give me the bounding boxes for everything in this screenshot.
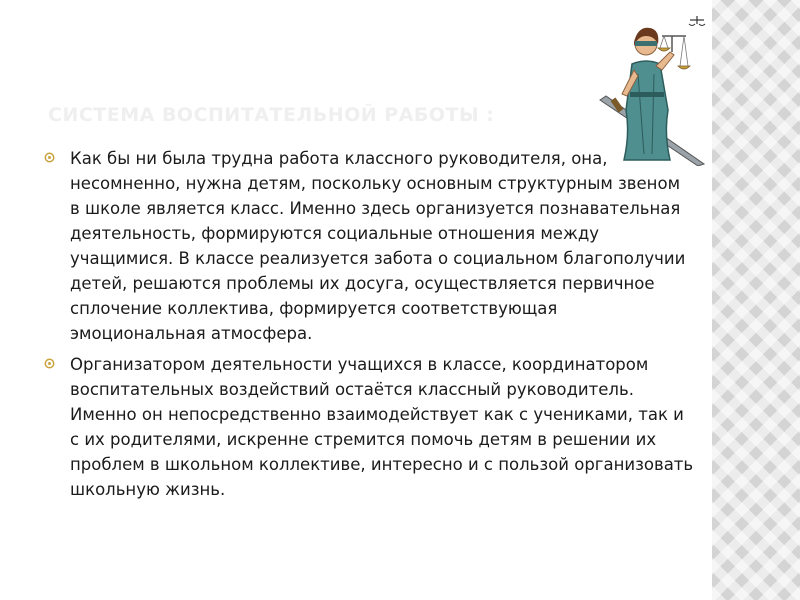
paragraph-text: Как бы ни была трудна работа классного руководителя, она, несомненно, нужна детям, поскольку основным структурным звеном в школе является класс. Именно здесь организуется познавательная деятельность, формируются социальные отношения между учащимися. В классе реализуется забота о социальном благополучии детей, решаются проблемы их досуга, осуществляется первичное сплочение коллектива, формируется соответствующая эмоциональная атмосфера. (70, 149, 686, 343)
paragraph-text: Организатором деятельности учащихся в классе, координатором воспитательных воздействий остаётся классный руководитель. Именно он непосредственно взаимодействует как с учениками, так и с их родителями, искренне стремится помочь детям в решении их проблем в школьном коллективе, интересно и с пользой организовать школьную жизнь. (70, 355, 694, 499)
decorative-side-band (712, 0, 800, 600)
circle-bullet-icon (44, 152, 55, 163)
slide-title: СИСТЕМА ВОСПИТАТЕЛЬНОЙ РАБОТЫ : (48, 104, 495, 126)
bullet-paragraph-2 (44, 352, 694, 502)
justice-figure-illustration (594, 14, 706, 166)
bullet-paragraph-1 (44, 146, 694, 346)
circle-bullet-icon (44, 358, 55, 369)
slide-content (44, 146, 694, 508)
